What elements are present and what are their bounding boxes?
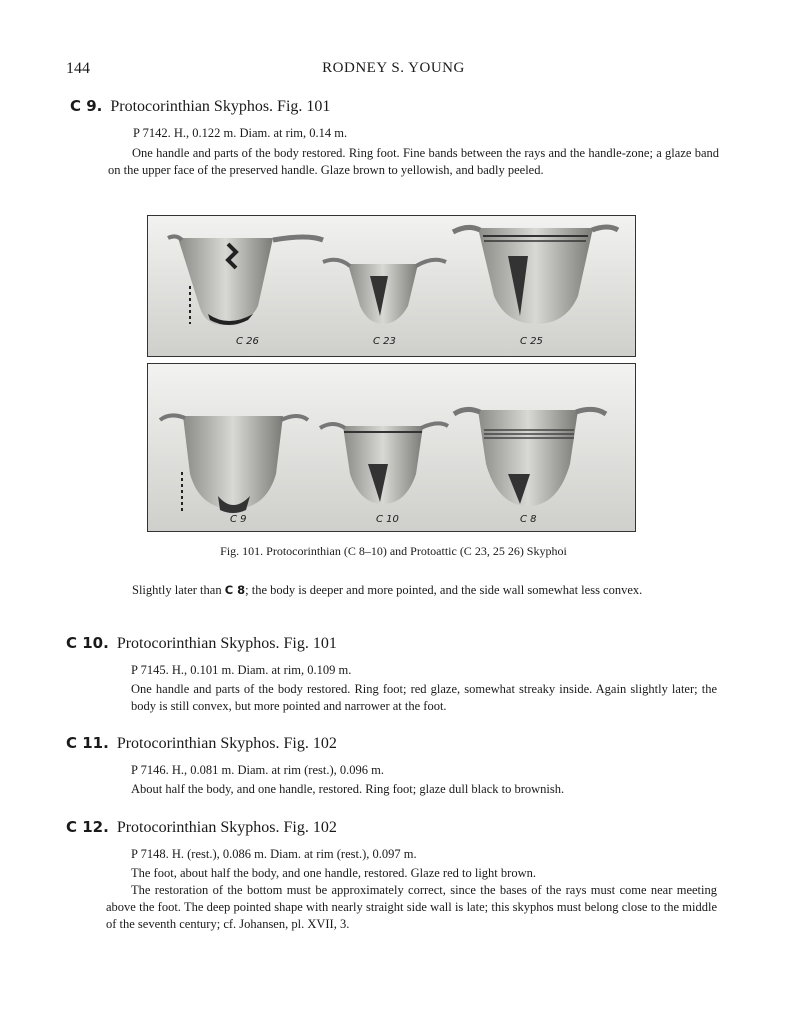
- skyphoi-top-image: [148, 216, 635, 356]
- page-number: 144: [66, 60, 90, 77]
- entry-title-c12: [66, 818, 337, 837]
- figure-caption: Fig. 101. Protocorinthian (C 8–10) and Protoattic (C 23, 25 26) Skyphoi: [220, 544, 567, 558]
- fig-label: C 26: [236, 336, 259, 347]
- entry-title-c10: [66, 634, 337, 653]
- entry-meta-c12: P 7148. H. (rest.), 0.086 m. Diam. at rim (rest.), 0.097 m.: [131, 847, 417, 861]
- entry-meta-c9: P 7142. H., 0.122 m. Diam. at rim, 0.14 m.: [133, 126, 348, 140]
- entry-desc-c10: One handle and parts of the body restored. Ring foot; red glaze, somewhat streaky inside. Again slightly later; the body is still convex, but more pointed and narrower at the foot.: [131, 682, 717, 713]
- fig-label: C 25: [520, 336, 543, 347]
- fig-label: C 9: [230, 514, 247, 525]
- entry-after-c9: Slightly later than C 8; the body is deeper and more pointed, and the side wall somewhat less convex.: [132, 583, 643, 597]
- entry-meta-c10: P 7145. H., 0.101 m. Diam. at rim, 0.109 m.: [131, 663, 352, 677]
- entry-title-text: Protocorinthian Skyphos. Fig. 102: [116, 735, 337, 752]
- skyphoi-bottom-image: [148, 364, 635, 531]
- entry-desc-c9: One handle and parts of the body restored. Ring foot. Fine bands between the rays and the handle-zone; a glaze band on the upper face of the preserved handle. Glaze brown to yellowish, and badly peeled.: [108, 146, 719, 177]
- entry-title-text: Protocorinthian Skyphos. Fig. 102: [116, 819, 337, 836]
- figure-photo-bottom: [147, 363, 636, 532]
- page-header: [0, 60, 787, 84]
- cross-ref: C 8: [224, 583, 246, 597]
- entry-desc-c11: About half the body, and one handle, restored. Ring foot; glaze dull black to brownish.: [131, 782, 565, 796]
- entry-title-text: Protocorinthian Skyphos. Fig. 101: [110, 98, 331, 115]
- fig-label: C 8: [520, 514, 537, 525]
- entry-title-c9: [70, 97, 330, 116]
- entry-meta-c11: P 7146. H., 0.081 m. Diam. at rim (rest.), 0.096 m.: [131, 763, 384, 777]
- fig-label: C 10: [376, 514, 399, 525]
- entry-title-text: Protocorinthian Skyphos. Fig. 101: [116, 635, 337, 652]
- figure-photo-top: [147, 215, 636, 357]
- fig-label: C 23: [373, 336, 396, 347]
- entry-number: C 10.: [66, 634, 109, 652]
- entry-desc1-c12: The foot, about half the body, and one handle, restored. Glaze red to light brown.: [131, 866, 536, 880]
- entry-number: C 12.: [66, 818, 109, 836]
- running-head: RODNEY S. YOUNG: [322, 60, 465, 76]
- entry-number: C 11.: [66, 734, 109, 752]
- entry-desc2-c12: The restoration of the bottom must be approximately correct, since the bases of the rays must come near meeting above the foot. The deep pointed shape with nearly straight side wall is late; this skyphos must belong close to the middle of the seventh century; cf. Johansen, pl. XVII, 3.: [106, 883, 717, 931]
- entry-number: C 9.: [70, 97, 103, 115]
- entry-title-c11: [66, 734, 337, 753]
